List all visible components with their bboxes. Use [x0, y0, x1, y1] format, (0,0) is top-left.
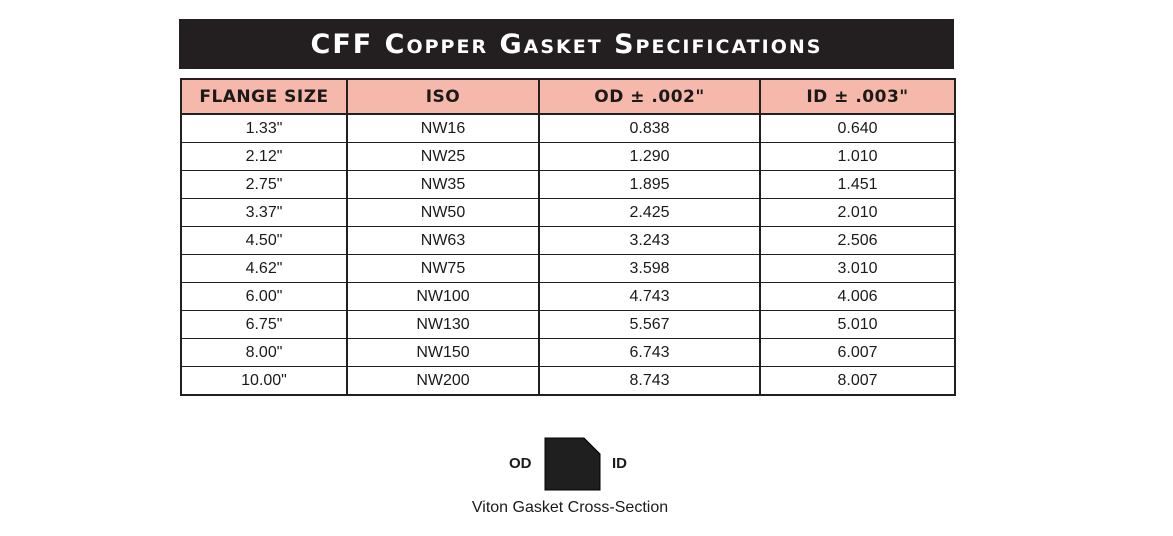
diagram-caption: Viton Gasket Cross-Section	[471, 499, 669, 516]
cell-id: 2.506	[760, 227, 955, 255]
cell-od: 3.243	[539, 227, 760, 255]
cell-id: 6.007	[760, 339, 955, 367]
table-row	[181, 143, 955, 171]
table-header-row	[181, 79, 955, 114]
cell-od: 0.838	[539, 114, 760, 143]
table-row	[181, 367, 955, 396]
cell-od: 4.743	[539, 283, 760, 311]
od-label: OD	[509, 455, 532, 472]
table-row	[181, 227, 955, 255]
cell-flange-size: 1.33"	[181, 114, 347, 143]
cell-od: 8.743	[539, 367, 760, 396]
table-row	[181, 171, 955, 199]
cell-od: 3.598	[539, 255, 760, 283]
cell-iso: NW35	[347, 171, 539, 199]
cell-flange-size: 2.12"	[181, 143, 347, 171]
table-row	[181, 339, 955, 367]
cell-iso: NW25	[347, 143, 539, 171]
cell-iso: NW50	[347, 199, 539, 227]
cell-id: 0.640	[760, 114, 955, 143]
cell-flange-size: 4.50"	[181, 227, 347, 255]
cell-iso: NW100	[347, 283, 539, 311]
cell-id: 2.010	[760, 199, 955, 227]
column-header-flange-size: FLANGE SIZE	[181, 79, 347, 114]
title-bar	[179, 19, 954, 69]
cell-flange-size: 8.00"	[181, 339, 347, 367]
cell-od: 1.290	[539, 143, 760, 171]
table-row	[181, 199, 955, 227]
column-header-od: OD ± .002"	[539, 79, 760, 114]
cell-flange-size: 2.75"	[181, 171, 347, 199]
gasket-cross-section-diagram	[500, 436, 660, 496]
cell-flange-size: 6.75"	[181, 311, 347, 339]
table-row	[181, 114, 955, 143]
cell-id: 3.010	[760, 255, 955, 283]
cell-id: 8.007	[760, 367, 955, 396]
page-title: CFF Copper Gasket Specifications	[310, 28, 823, 60]
specifications-table	[180, 78, 956, 396]
cell-iso: NW130	[347, 311, 539, 339]
cell-od: 1.895	[539, 171, 760, 199]
cell-iso: NW16	[347, 114, 539, 143]
gasket-cross-section-shape	[545, 438, 600, 490]
cell-iso: NW200	[347, 367, 539, 396]
cell-iso: NW150	[347, 339, 539, 367]
cell-iso: NW75	[347, 255, 539, 283]
id-label: ID	[612, 455, 627, 472]
table-row	[181, 311, 955, 339]
cell-flange-size: 3.37"	[181, 199, 347, 227]
cell-id: 4.006	[760, 283, 955, 311]
cell-flange-size: 4.62"	[181, 255, 347, 283]
cell-od: 5.567	[539, 311, 760, 339]
cell-flange-size: 10.00"	[181, 367, 347, 396]
column-header-id: ID ± .003"	[760, 79, 955, 114]
cell-flange-size: 6.00"	[181, 283, 347, 311]
cell-id: 5.010	[760, 311, 955, 339]
table-row	[181, 255, 955, 283]
cell-od: 6.743	[539, 339, 760, 367]
table-row	[181, 283, 955, 311]
cell-od: 2.425	[539, 199, 760, 227]
cell-id: 1.451	[760, 171, 955, 199]
column-header-iso: ISO	[347, 79, 539, 114]
cell-id: 1.010	[760, 143, 955, 171]
cell-iso: NW63	[347, 227, 539, 255]
